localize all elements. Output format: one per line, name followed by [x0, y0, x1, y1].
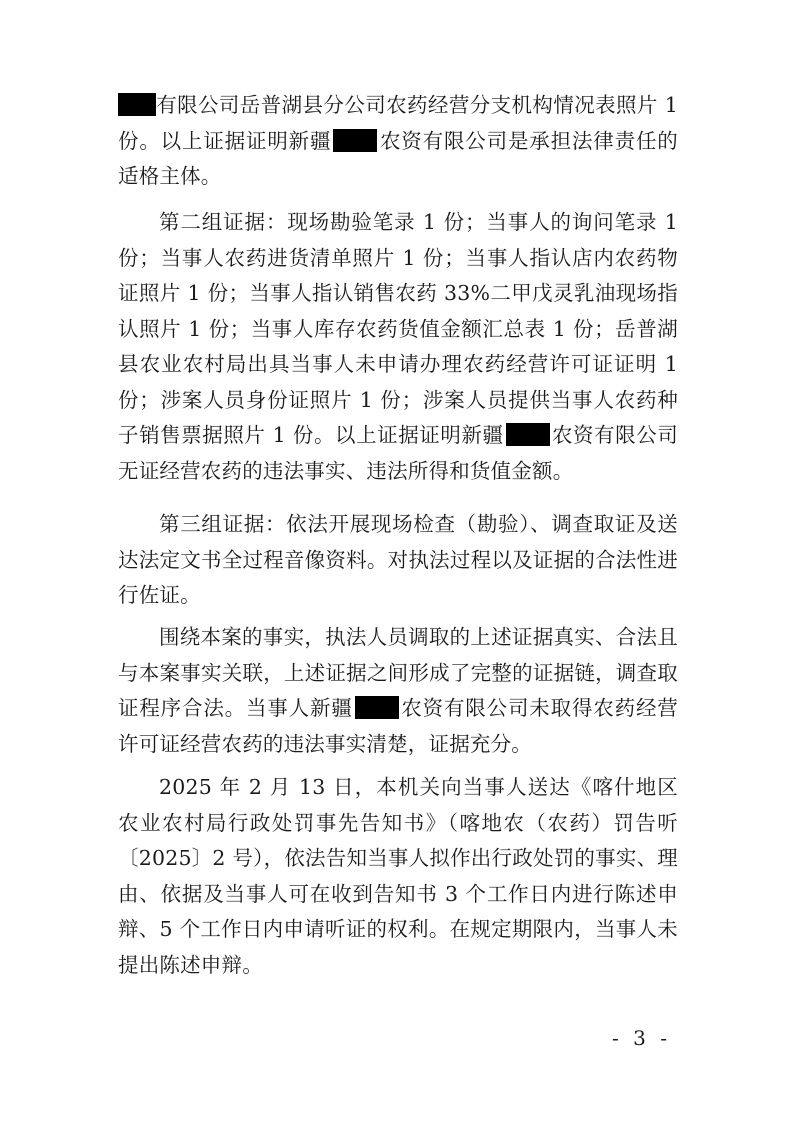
paragraph-case-facts — [118, 620, 678, 762]
paragraph-text: 农资有限公司是承担法律责任的适格主体。 — [118, 128, 678, 188]
paragraph-text: 农资有限公司无证经营农药的违法事实、违法所得和货值金额。 — [118, 423, 679, 483]
paragraph-continuation — [118, 88, 678, 195]
paragraph-notice-delivery — [118, 770, 678, 983]
paragraph-text: 2025 年 2 月 13 日，本机关向当事人送达《喀什地区农业农村局行政处罚事先告知书》（喀地农（农药）罚告听〔2025〕2 号），依法告知当事人拟作出行政处罚的事实、理由、依据及当事人可在收到告知书 3 个工作日内进行陈述申辩、5 个工作日内申请听证的权利。在规定期限内，当事人未提出陈述申辩。 — [118, 775, 678, 977]
paragraph-text: 第三组证据：依法开展现场检查（勘验）、调查取证及送达法定文书全过程音像资料。对执法过程以及证据的合法性进行佐证。 — [118, 512, 678, 607]
redaction-block — [118, 93, 156, 116]
paragraph-evidence-group-3 — [118, 507, 678, 614]
paragraph-text: 农资有限公司未取得农药经营许可证经营农药的违法事实清楚，证据充分。 — [118, 696, 678, 756]
paragraph-evidence-group-2 — [118, 205, 678, 489]
redaction-block — [333, 129, 377, 152]
redaction-block — [355, 696, 399, 719]
redaction-block — [506, 423, 550, 446]
paragraph-text: 第二组证据：现场勘验笔录 1 份；当事人的询问笔录 1 份；当事人农药进货清单照片 1 份；当事人指认店内农药物证照片 1 份；当事人指认销售农药 33%二甲戊灵乳油现场指认照片 1 份；当事人库存农药货值金额汇总表 1 份；岳普湖县农业农村局出具当事人未申请办理农药经营许可证证明 1 份；涉案人员身份证照片 1 份；涉案人员提供当事人农药种子销售票据照片 1 份。以上证据证明新疆 — [118, 210, 678, 447]
page-number: - 3 - — [612, 1026, 671, 1050]
paragraph-text: 有限公司岳普湖县分公司农药经营分支机构情况表照片 1 份。以上证据证明新疆 — [118, 93, 678, 153]
paragraph-text: 围绕本案的事实，执法人员调取的上述证据真实、合法且与本案事实关联，上述证据之间形成了完整的证据链，调查取证程序合法。当事人新疆 — [118, 625, 678, 720]
